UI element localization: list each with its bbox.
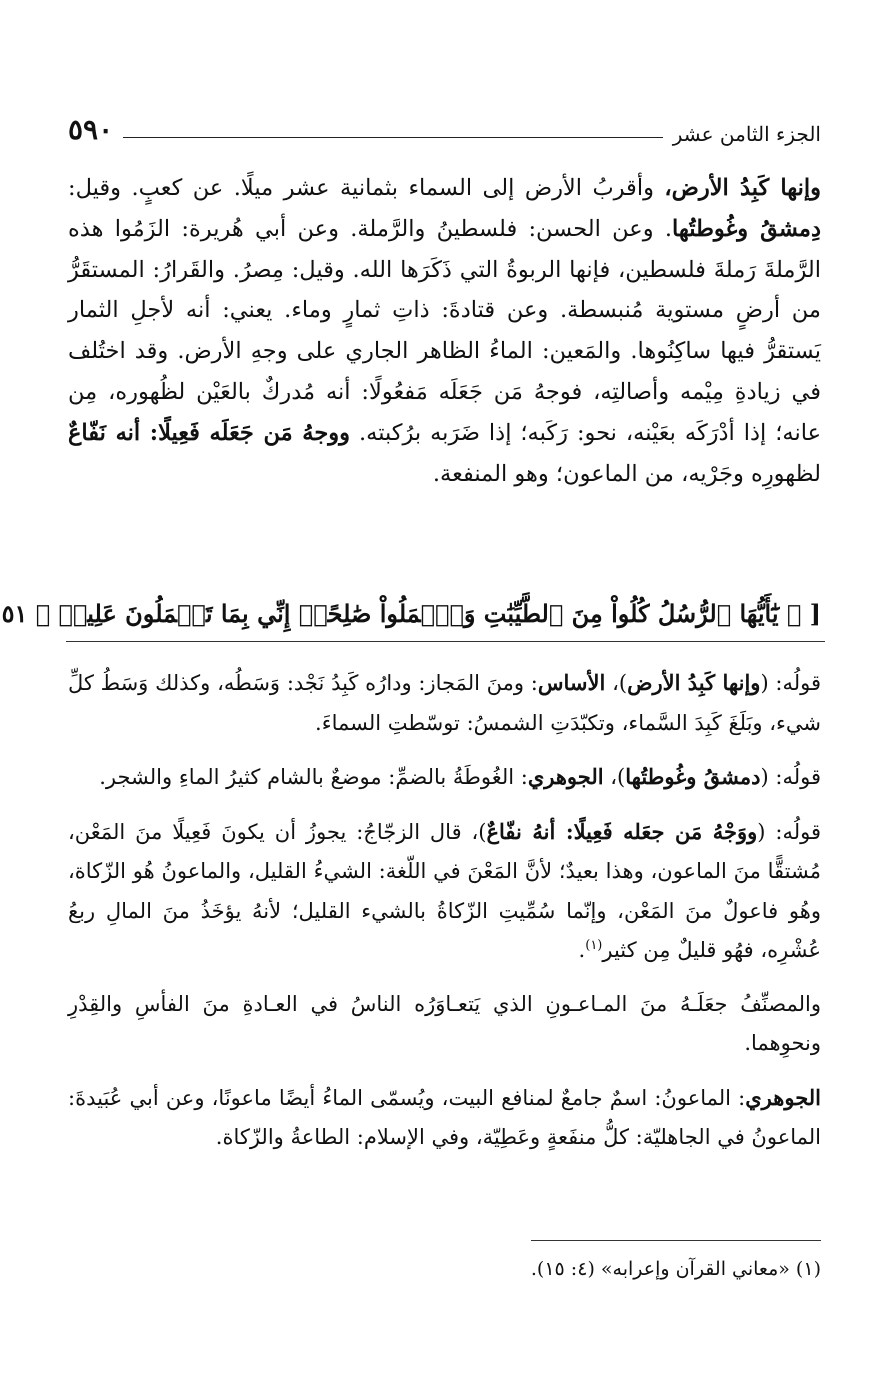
- quoted-phrase: وإنها كَبِدُ الأرض: [627, 670, 761, 695]
- text-run: : ومنَ المَجاز: ودارُه كَبِدُ نَجْد: وَسَطُه، وكذلك وَسَطُ كلِّ شيء، وبَلَغَ كَبِدَ السَّماء، وتكبّدَتِ الشمسُ: توسّطتِ السماءَ.: [68, 671, 821, 735]
- commentary-block: والمصنِّفُ جعَلَـهُ منَ المـاعـونِ الذي يَتعـاوَرُه الناسُ في العـادةِ منَ الفأسِ والقِدْرِ ونحوِهما.: [68, 991, 821, 1055]
- footnote-reference[interactable]: (١): [585, 938, 603, 953]
- highlight-phrase: دِمشقُ وغُوطتُها: [671, 215, 821, 242]
- part-title: الجزء الثامن عشر: [672, 122, 821, 146]
- text-run: قولُه: (: [757, 819, 821, 844]
- commentary: [68, 663, 821, 1158]
- commentary-block: [68, 1078, 821, 1158]
- running-header: [68, 108, 821, 144]
- text-run: )،: [605, 671, 628, 695]
- text-run: )، قال الزجّاجُ: يجوزُ أن يكونَ فَعِيلًا منَ المَعْن، مُشتقًّا منَ الماعون، وهذا بعيدٌ؛ لأنَّ المَعْنَ في اللّغة: الشيءُ القليل، والماعونُ هُو الزّكاة، وهُو فاعولٌ منَ المَعْن، وإنّما سُمِّيتِ الزّكاةُ بالشيء القليل؛ لأنهُ يؤخَذُ منَ المالِ ربعُ عُشْرِه، فهُو قليلٌ مِن كثير: [68, 819, 821, 962]
- source-name: الجوهري: [745, 1084, 821, 1110]
- commentary-block: [68, 663, 821, 743]
- footnote-divider: [531, 1240, 821, 1241]
- text-run: قولُه: (: [760, 671, 821, 695]
- page-number: ٥٩٠: [68, 113, 114, 146]
- commentary-block: [68, 757, 821, 798]
- text-run: وأقربُ الأرض إلى السماء بثمانية عشر ميلًا. عن كعبٍ. وقيل:: [68, 175, 665, 201]
- quran-verse: [ ﴿ يَٰٓأَيُّهَا ٱلرُّسُلُ كُلُواْ مِنَ ٱلطَّيِّبَٰتِ وَٱعۡمَلُواْ صَٰلِحًاۖ إِنِّي بِمَا تَعۡمَلُونَ عَلِيمٞ ﴾ ٥١: [1, 599, 821, 628]
- highlight-phrase: وإنها كَبِدُ الأرض،: [664, 175, 821, 201]
- source-name: الجوهري: [527, 764, 604, 789]
- text-run: )،: [603, 765, 626, 789]
- text-run: . وعن الحسن: فلسطينُ والرَّملة. وعن أبي هُريرة: الزَمُوا هذه الرَّملةَ رَملةَ فلسطين، فإنها الربوةُ التي ذَكَرَها الله. وقيل: مِصرُ. والقَرارُ: المستقَرُّ من أرضٍ مستوية مُنبسطة. وعن قتادةَ: ذاتِ ثمارٍ وماء. يعني: أنه لأجلِ الثمار يَستقرُّ فيها ساكِنُوها. والمَعين: الماءُ الظاهر الجاري على وجهِ الأرض. وقد اختُلف في زيادةِ مِيْمه وأصالتِه، فوجهُ مَن جَعَلَه مَفعُولًا: أنه مُدركٌ بالعَيْن لظُهوره، مِن عانه؛ إذا أدْرَكَه بعَيْنه، نحو: رَكَبه؛ إذا ضَرَبه برُكبته.: [68, 215, 822, 446]
- highlight-phrase: ووجهُ مَن جَعَلَه فَعِيلًا: أنه نَفّاعٌ: [68, 419, 351, 446]
- header-rule: [123, 137, 663, 138]
- text-run: قولُه: (: [760, 765, 821, 789]
- text-run: .: [578, 938, 586, 962]
- main-paragraph: [68, 168, 821, 494]
- quoted-phrase: ووَجْهُ مَن جعَله فَعِيلًا: أنهُ نفّاعٌ: [486, 818, 758, 844]
- main-text: [68, 168, 821, 494]
- footnote: (١) «معاني القرآن وإعرابه» (٤: ١٥).: [530, 1258, 821, 1280]
- text-run: : الغُوطَةُ بالضمِّ: موضعٌ بالشام كثيرُ الماءِ والشجر.: [99, 765, 528, 789]
- section-divider: [66, 641, 825, 642]
- text-run: لظهورِه وجَرْيه، من الماعون؛ وهو المنفعة.: [432, 460, 821, 487]
- commentary-block: [68, 812, 821, 971]
- source-name: الأساس: [537, 670, 606, 695]
- text-run: : الماعونُ: اسمٌ جامعٌ لمنافع البيت، ويُسمّى الماءُ أيضًا ماعونًا، وعن أبي عُبَيدةَ: الماعونُ في الجاهليّة: كلُّ منفَعةٍ وعَطِيّة، وفي الإسلام: الطاعةُ والزّكاة.: [68, 1085, 821, 1149]
- quoted-phrase: دمشقُ وغُوطتُها: [625, 764, 761, 789]
